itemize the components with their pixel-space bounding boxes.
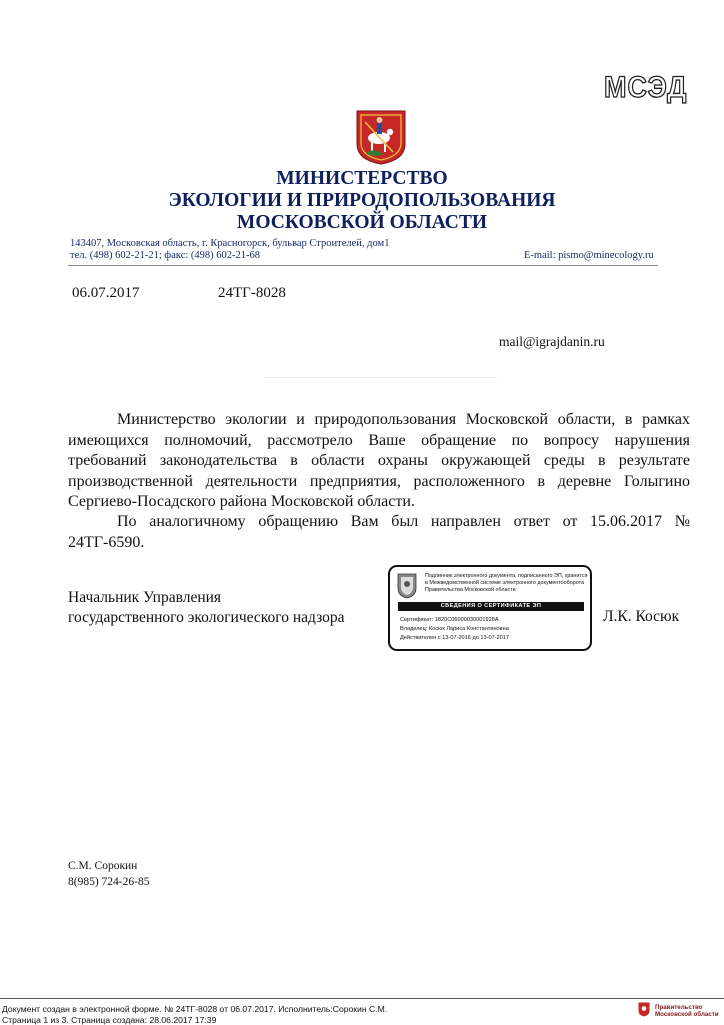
document-footer xyxy=(2,1004,387,1025)
executor-phone: 8(985) 724-26-85 xyxy=(68,874,149,890)
letter-paragraph-1: Министерство экологии и природопользования Московской области, в рамках имеющихся полномочий, рассмотрело Ваше обращение по вопросу нарушения требований законодательства в области охраны окружающей среды в результате производственной деятельности предприятия, расположенного в деревне Голыгино Сергиево-Посадского района Московской области. xyxy=(68,410,690,513)
gov-emblem-icon xyxy=(397,573,417,599)
msed-stamp: МСЭД xyxy=(604,70,687,104)
ministry-phones: тел. (498) 602-21-21; факс: (498) 602-21-68 xyxy=(70,250,260,261)
ministry-title-line-3: МОСКОВСКОЙ ОБЛАСТИ xyxy=(0,212,724,234)
moscow-region-coat-of-arms-icon xyxy=(353,108,409,166)
executor-name: С.М. Сорокин xyxy=(68,858,149,874)
esig-band: СВЕДЕНИЯ О СЕРТИФИКАТЕ ЭП xyxy=(398,602,584,611)
ministry-title-line-2: ЭКОЛОГИИ И ПРИРОДОПОЛЬЗОВАНИЯ xyxy=(0,190,724,212)
signatory-role-line-2: государственного экологического надзора xyxy=(68,608,345,628)
ministry-email: E-mail: pismo@minecology.ru xyxy=(524,250,654,261)
gov-moscow-region-logo-icon xyxy=(638,1002,650,1017)
letter-paragraph-2: По аналогичному обращению Вам был направлен ответ от 15.06.2017 № 24ТГ-6590. xyxy=(68,512,690,553)
gov-moscow-region-label xyxy=(655,1004,719,1019)
signatory-role-line-1: Начальник Управления xyxy=(68,588,345,608)
letter-reg-number: 24ТГ-8028 xyxy=(218,285,286,302)
esig-description: Подлинник электронного документа, подписанного ЭП, хранится в Межведомственной системе электронного документооборота Правительства Московской области xyxy=(425,573,589,593)
esig-certificate: Сертификат: 1820C06000030001928A xyxy=(400,617,499,623)
footer-divider xyxy=(0,998,724,999)
letter-date: 06.07.2017 xyxy=(72,285,140,302)
faint-divider xyxy=(265,377,497,378)
gov-label-line-1: Правительство xyxy=(655,1004,719,1011)
footer-line-1: Документ создан в электронной форме. № 24ТГ-8028 от 06.07.2017. Исполнитель:Сорокин С.М. xyxy=(2,1004,387,1015)
esig-validity: Действителен с 13-07-2016 до 13-07-2017 xyxy=(400,635,509,641)
signatory-name: Л.К. Косюк xyxy=(603,608,679,626)
executor-block xyxy=(68,858,149,890)
header-divider xyxy=(68,265,658,266)
ministry-address: 143407, Московская область, г. Красногорск, бульвар Строителей, дом1 xyxy=(70,237,389,250)
electronic-signature-stamp xyxy=(388,565,592,651)
signatory-role xyxy=(68,588,345,628)
recipient-email: mail@igrajdanin.ru xyxy=(499,334,605,350)
ministry-title-line-1: МИНИСТЕРСТВО xyxy=(0,168,724,190)
esig-owner: Владелец: Косюк Лариса Константиновна xyxy=(400,626,509,632)
footer-line-2: Страница 1 из 3. Страница создана: 28.06.2017 17:39 xyxy=(2,1015,387,1025)
gov-label-line-2: Московской области xyxy=(655,1011,719,1018)
